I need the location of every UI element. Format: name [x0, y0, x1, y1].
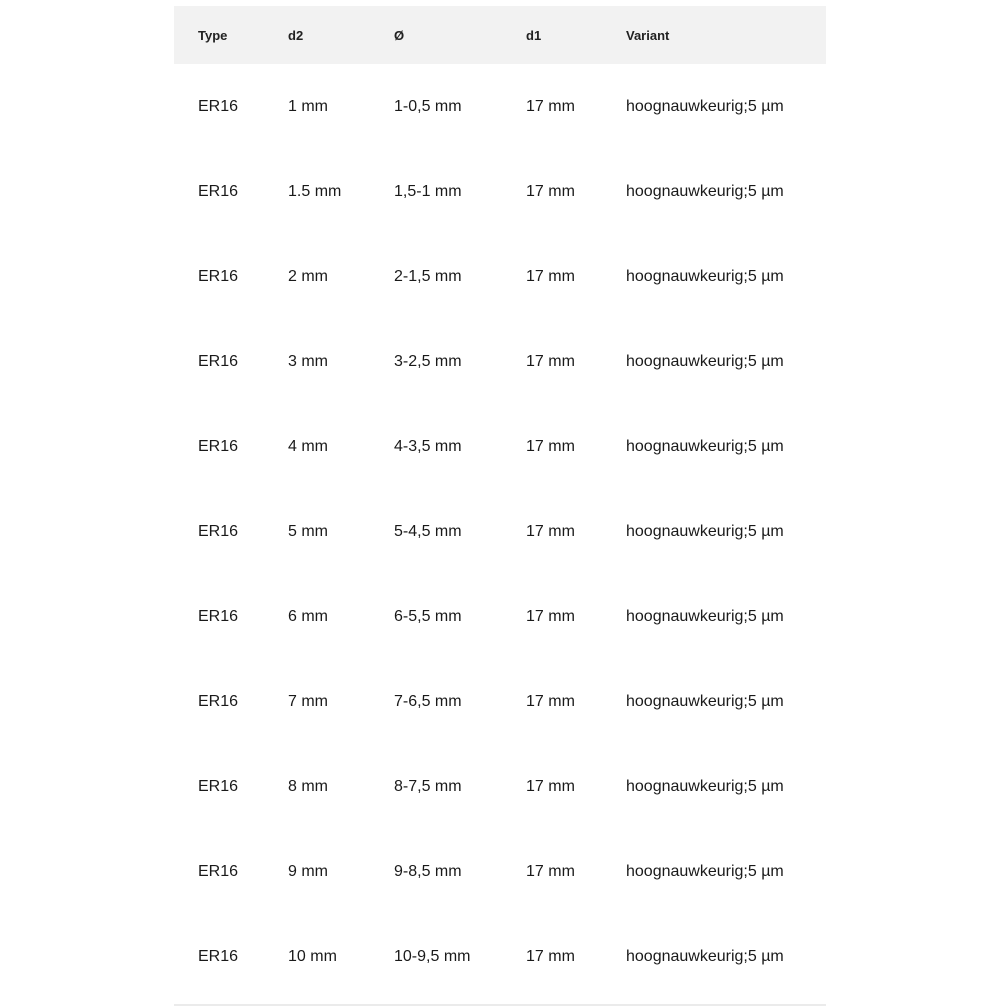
cell-d2: 1.5 mm	[288, 182, 342, 200]
cell-diameter: 6-5,5 mm	[394, 608, 462, 626]
cell-d2: 9 mm	[288, 863, 328, 881]
cell-variant: hoognauwkeurig;5 µm	[626, 948, 784, 966]
cell-variant: hoognauwkeurig;5 µm	[626, 352, 784, 370]
cell-diameter: 1,5-1 mm	[394, 182, 462, 200]
cell-d2: 5 mm	[288, 523, 328, 541]
spec-table	[174, 6, 826, 1006]
header-variant: Variant	[626, 27, 670, 43]
cell-d1: 17 mm	[526, 863, 575, 881]
cell-variant: hoognauwkeurig;5 µm	[626, 182, 784, 200]
header-d1: d1	[526, 27, 542, 43]
table-row	[174, 660, 826, 745]
table-row	[174, 234, 826, 319]
cell-diameter: 7-6,5 mm	[394, 693, 462, 711]
cell-type: ER16	[198, 863, 239, 881]
cell-diameter: 10-9,5 mm	[394, 948, 471, 966]
cell-d1: 17 mm	[526, 523, 575, 541]
cell-type: ER16	[198, 182, 239, 200]
cell-variant: hoognauwkeurig;5 µm	[626, 778, 784, 796]
cell-type: ER16	[198, 948, 239, 966]
cell-d2: 1 mm	[288, 97, 328, 115]
cell-variant: hoognauwkeurig;5 µm	[626, 693, 784, 711]
cell-d1: 17 mm	[526, 948, 575, 966]
cell-variant: hoognauwkeurig;5 µm	[626, 608, 784, 626]
cell-variant: hoognauwkeurig;5 µm	[626, 863, 784, 881]
cell-type: ER16	[198, 523, 239, 541]
cell-type: ER16	[198, 778, 239, 796]
cell-d2: 8 mm	[288, 778, 328, 796]
cell-d2: 6 mm	[288, 608, 328, 626]
cell-type: ER16	[198, 97, 239, 115]
cell-diameter: 8-7,5 mm	[394, 778, 462, 796]
header-diameter: Ø	[394, 27, 405, 43]
cell-d1: 17 mm	[526, 267, 575, 285]
cell-d2: 4 mm	[288, 437, 328, 455]
table-row	[174, 404, 826, 489]
table-row	[174, 575, 826, 660]
cell-diameter: 9-8,5 mm	[394, 863, 462, 881]
cell-diameter: 4-3,5 mm	[394, 437, 462, 455]
table-row	[174, 915, 826, 1000]
cell-type: ER16	[198, 267, 239, 285]
cell-diameter: 2-1,5 mm	[394, 267, 462, 285]
cell-d2: 10 mm	[288, 948, 337, 966]
cell-d1: 17 mm	[526, 693, 575, 711]
table-header	[174, 6, 826, 64]
cell-d2: 3 mm	[288, 352, 328, 370]
cell-type: ER16	[198, 693, 239, 711]
table-row	[174, 830, 826, 915]
cell-variant: hoognauwkeurig;5 µm	[626, 267, 784, 285]
header-d2: d2	[288, 27, 304, 43]
cell-type: ER16	[198, 437, 239, 455]
cell-d1: 17 mm	[526, 437, 575, 455]
cell-d1: 17 mm	[526, 182, 575, 200]
cell-d1: 17 mm	[526, 778, 575, 796]
table-body	[174, 64, 826, 1000]
cell-diameter: 1-0,5 mm	[394, 97, 462, 115]
cell-d1: 17 mm	[526, 352, 575, 370]
cell-type: ER16	[198, 352, 239, 370]
cell-diameter: 5-4,5 mm	[394, 523, 462, 541]
table-row	[174, 64, 826, 149]
cell-type: ER16	[198, 608, 239, 626]
cell-d1: 17 mm	[526, 608, 575, 626]
cell-variant: hoognauwkeurig;5 µm	[626, 97, 784, 115]
header-type: Type	[198, 27, 228, 43]
cell-diameter: 3-2,5 mm	[394, 352, 462, 370]
cell-d1: 17 mm	[526, 97, 575, 115]
table-row	[174, 149, 826, 234]
cell-d2: 7 mm	[288, 693, 328, 711]
table-row	[174, 319, 826, 404]
cell-variant: hoognauwkeurig;5 µm	[626, 523, 784, 541]
cell-variant: hoognauwkeurig;5 µm	[626, 437, 784, 455]
table-row	[174, 745, 826, 830]
table-row	[174, 489, 826, 574]
cell-d2: 2 mm	[288, 267, 328, 285]
